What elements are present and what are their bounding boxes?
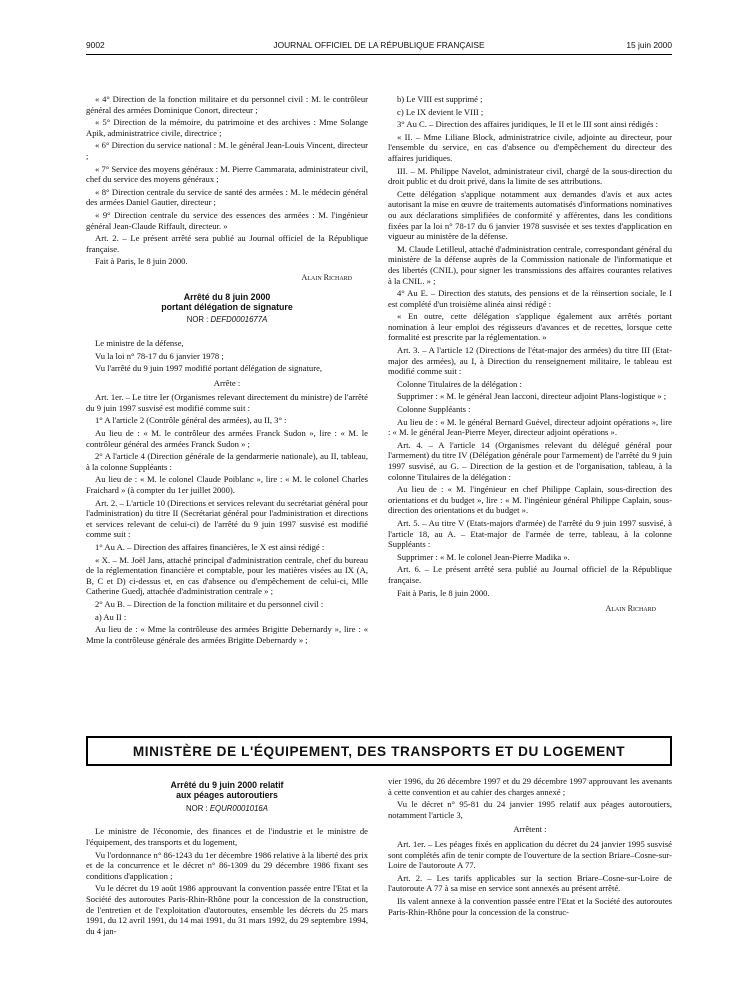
paragraph: Art. 2. – L'article 10 (Directions et services relevant du secrétariat général pour l'administration) du titre II (Secrétariat général pour l'administration et directions et services relevant de celui-ci) de l'arrêté du 9 juin 1997 susvisé est modifié comme suit : <box>86 497 368 540</box>
decree-title <box>86 292 368 313</box>
nor-label: NOR : <box>186 315 211 325</box>
page-number: 9002 <box>86 40 105 50</box>
title-line: portant délégation de signature <box>161 301 293 312</box>
nor-code: DEFD0001677A <box>210 315 268 325</box>
signature: Alain Richard <box>605 604 656 614</box>
paragraph: 3° Au C. – Direction des affaires juridiques, le II et le III sont ainsi rédigés : <box>397 119 659 130</box>
paragraph: « II. – Mme Liliane Block, administratrice civile, adjointe au directeur, pour l'ensemble du service, en cas d'absence ou d'empêchement du directeur des affaires juridiques. <box>388 131 672 163</box>
paragraph: Art. 2. – Les tarifs applicables sur la section Briare–Cosne-sur-Loire de l'autoroute A 77 à sa mise en service sont annexés au présent arrêté. <box>388 872 672 894</box>
paragraph: Vu le décret du 19 août 1986 approuvant la convention passée entre l'Etat et la Société des autoroutes Paris-Rhin-Rhône pour la concession de la construction, de l'entretien et de l'exploitation d'autoroutes, ensemble les décrets du 25 mars 1991, du 12 avril 1991, du 14 mai 1991, du 31 mars 1992, du 29 septembre 1994, du 4 jan- <box>86 883 368 936</box>
paragraph: Colonne Titulaires de la délégation : <box>397 378 522 389</box>
paragraph: « 7° Service des moyens généraux : M. Pierre Cammarata, administrateur civil, chef du service des moyens généraux ; <box>86 163 368 185</box>
paragraph: vier 1996, du 26 décembre 1997 et du 29 décembre 1997 approuvant les avenants à cette convention et au cahier des charges annexé ; <box>388 776 672 797</box>
paragraph: Au lieu de : « Mme la contrôleuse des armées Brigitte Debernardy », lire : « Mme la contrôleuse générale des armées Brigitte Debernardy » ; <box>86 624 368 645</box>
paragraph: Art. 2. – Le présent arrêté sera publié au Journal officiel de la République française. <box>86 233 368 254</box>
arrete-heading: Arrêtent : <box>513 824 547 835</box>
paragraph: Art. 4. – A l'article 14 (Organismes relevant du délégué général pour l'armement) du titre IV (Délégation générale pour l'armement) de l'arrêté du 9 juin 1997 susvisé, au G. – Direction de la gestion et de l'organisation, tableau, à la colonne Titulaires de la délégation : <box>388 439 672 482</box>
paragraph: b) Le VIII est supprimé ; <box>397 94 483 104</box>
paragraph: Vu l'arrêté du 9 juin 1997 modifié portant délégation de signature, <box>95 363 323 374</box>
paragraph: « 4° Direction de la fonction militaire et du personnel civil : M. le contrôleur général des armées Dominique Conort, directeur ; <box>86 94 368 115</box>
paragraph: Art. 6. – Le présent arrêté sera publié au Journal officiel de la République française. <box>388 564 672 585</box>
signature: Alain Richard <box>301 272 352 282</box>
paragraph: Au lieu de : « M. le général Bernard Guével, directeur adjoint opérations », lire : « M. le général Jean-Pierre Meyer, directeur adjoint opérations ». <box>388 416 672 438</box>
paragraph: Vu la loi n° 78-17 du 6 janvier 1978 ; <box>95 350 224 361</box>
paragraph: Fait à Paris, le 8 juin 2000. <box>95 256 188 267</box>
paragraph: III. – M. Philippe Navelot, administrateur civil, chargé de la sous-direction du droit public et du droit privé, dans la limite de ses attributions. <box>388 165 672 187</box>
paragraph: Vu le décret n° 95-81 du 24 janvier 1995 relatif aux péages autoroutiers, notamment l'article 3, <box>388 799 672 820</box>
title-line: Arrêté du 9 juin 2000 relatif <box>170 780 284 790</box>
column-right-top <box>388 94 672 621</box>
column-right-bottom <box>388 776 672 919</box>
paragraph: Supprimer : « M. le général Jean Iacconi, directeur adjoint Plans-logistique » ; <box>397 391 667 402</box>
paragraph: 1° A l'article 2 (Contrôle général des armées), au II, 3° : <box>95 415 287 426</box>
paragraph: « X. – M. Joël Jans, attaché principal d'administration centrale, chef du bureau de la réglementation financière et comptable, pour les matières visées au IX (A, B, C et D) ci-dessus et, en cas d'absence ou d'empêchement de celui-ci, Mlle Catherine Guedj, attachée d'administration centrale » ; <box>86 554 368 597</box>
issue-date: 15 juin 2000 <box>626 40 672 50</box>
paragraph: Art. 3. – A l'article 12 (Directions de l'état-major des armées) du titre III (Etat-major des armées), au I, à Direction du renseignement militaire, le tableau est modifié comme suit : <box>388 345 672 377</box>
column-left-top <box>86 94 368 647</box>
paragraph: 2° A l'article 4 (Direction générale de la gendarmerie nationale), au II, tableau, à la colonne Suppléants : <box>86 451 368 472</box>
nor-reference <box>86 315 368 326</box>
title-line: aux péages autoroutiers <box>176 790 278 801</box>
paragraph: Au lieu de : « M. l'ingénieur en chef Philippe Caplain, sous-direction des orientations et du budget », lire : « M. l'ingénieur général Philippe Caplain, sous-direction des orientations et du budget ». <box>388 484 672 516</box>
paragraph: Au lieu de : « M. le colonel Claude Poiblanc », lire : « M. le colonel Charles Fraichard » (à compter du 1er juillet 2000). <box>86 474 368 496</box>
arrete-heading: Arrête : <box>213 377 241 388</box>
paragraph: Art. 5. – Au titre V (Etats-majors d'armée) de l'arrêté du 9 juin 1997 susvisé, à l'article 18, au A. – Etat-major de l'armée de terre, tableau, à la colonne Suppléants : <box>388 517 672 550</box>
decree-title <box>86 780 368 801</box>
nor-label: NOR : <box>186 803 210 813</box>
paragraph: a) Au II : <box>95 611 127 622</box>
paragraph: « 5° Direction de la mémoire, du patrimoine et des archives : Mme Solange Apik, administratrice civile, directrice ; <box>86 117 368 138</box>
paragraph: Ils valent annexe à la convention passée entre l'Etat et la Société des autoroutes Paris-Rhin-Rhône pour la concession de la construc- <box>388 895 672 917</box>
paragraph: « 6° Direction du service national : M. le général Jean-Louis Vincent, directeur ; <box>86 140 368 161</box>
paragraph: « 9° Direction centrale du service des essences des armées : M. l'ingénieur général Jean-Claude Riffault, directeur. » <box>86 209 368 231</box>
nor-reference <box>86 804 368 815</box>
paragraph: 1° Au A. – Direction des affaires financières, le X est ainsi rédigé : <box>95 542 325 552</box>
paragraph: Supprimer : « M. le colonel Jean-Pierre Madika ». <box>397 551 570 562</box>
paragraph: Colonne Suppléants : <box>397 404 471 415</box>
paragraph: Art. 1er. – Les péages fixés en application du décret du 24 janvier 1995 susvisé sont complétés afin de tenir compte de l'ouverture de la section Briare–Cosne-sur-Loire de l'autoroute A 77. <box>388 838 672 871</box>
paragraph: Fait à Paris, le 8 juin 2000. <box>397 587 490 598</box>
paragraph: Au lieu de : « M. le contrôleur des armées Franck Sudon », lire : « M. le contrôleur général des armées Franck Sudon » ; <box>86 428 368 449</box>
paragraph: Cette délégation s'applique notamment aux demandes d'avis et aux actes autorisant la mise en œuvre de traitements automatisés d'informations nominatives ou aux déclarations simplifiées de conformité y afférentes, dans les conditions fixées par la loi n° 78-17 du 6 janvier 1978 susvisée et ses textes d'application en vigueur au ministère de la défense. <box>388 188 672 242</box>
paragraph: 2° Au B. – Direction de la fonction militaire et du personnel civil : <box>95 598 324 609</box>
column-left-bottom <box>86 780 368 938</box>
paragraph: Le ministre de la défense, <box>95 337 184 348</box>
journal-title: JOURNAL OFFICIEL DE LA RÉPUBLIQUE FRANÇAISE <box>273 40 485 50</box>
nor-code: EQUR0001016A <box>209 803 268 813</box>
paragraph: Art. 1er. – Le titre Ier (Organismes relevant directement du ministre) de l'arrêté du 9 juin 1997 susvisé est modifié comme suit : <box>86 392 368 413</box>
paragraph: Vu l'ordonnance n° 86-1243 du 1er décembre 1986 relative à la liberté des prix et de la concurrence et le décret n° 86-1309 du 29 décembre 1986 fixant ses conditions d'application ; <box>86 849 368 881</box>
ministry-banner: MINISTÈRE DE L'ÉQUIPEMENT, DES TRANSPORTS ET DU LOGEMENT <box>86 736 672 766</box>
title-line: Arrêté du 8 juin 2000 <box>183 291 271 302</box>
paragraph: « En outre, cette délégation s'applique également aux arrêtés portant nomination à leur emploi des régisseurs d'avances et de recettes, lorsque cette formalité est prescrite par la réglementation. » <box>388 311 672 343</box>
paragraph: c) Le IX devient le VIII ; <box>397 106 484 117</box>
paragraph: « 8° Direction centrale du service de santé des armées : M. le médecin général des armées Daniel Gautier, directeur ; <box>86 186 368 208</box>
paragraph: Le ministre de l'économie, des finances et de l'industrie et le ministre de l'équipement, des transports et du logement, <box>86 826 368 847</box>
page-header <box>86 38 672 55</box>
paragraph: M. Claude Letilleul, attaché d'administration centrale, correspondant général du ministère de la défense auprès de la Commission nationale de l'informatique et des libertés (CNIL), pour signer les transmissions des affaires courantes relatives à la CNIL. » ; <box>388 243 672 286</box>
paragraph: 4° Au E. – Direction des statuts, des pensions et de la réinsertion sociale, le I est complété d'un troisième alinéa ainsi rédigé : <box>388 288 672 309</box>
